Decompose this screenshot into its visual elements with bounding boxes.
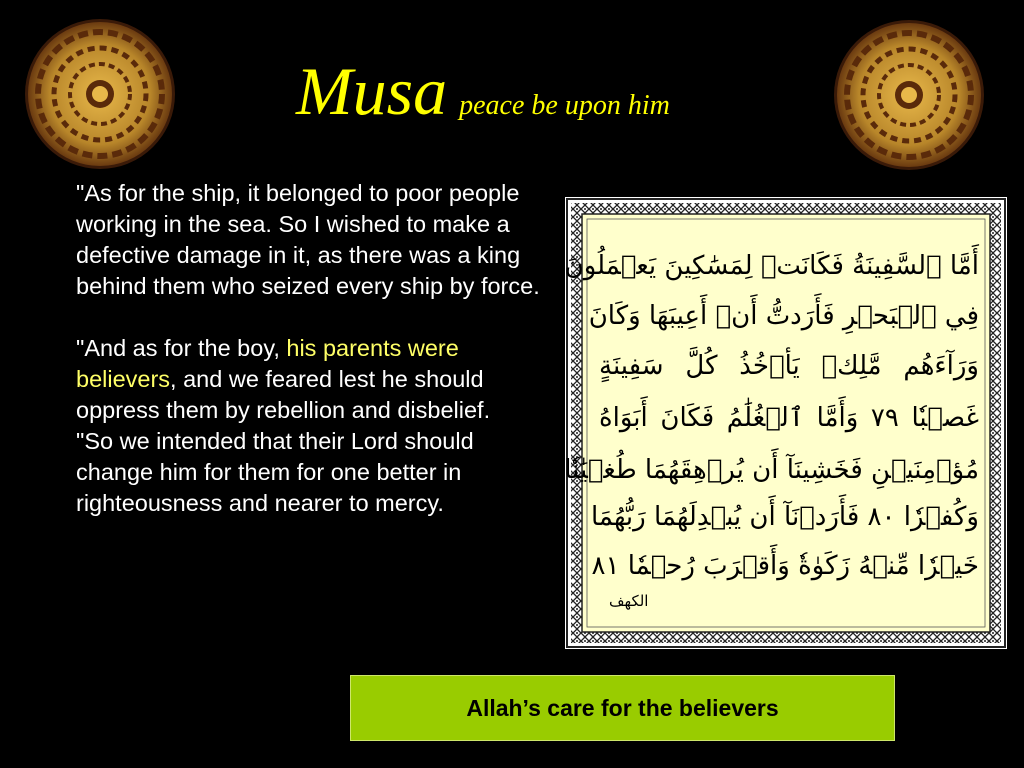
quran-line: فِي ٱلۡبَحۡرِ فَأَرَدتُّ أَنۡ أَعِيبَهَا وَكَانَ (588, 301, 979, 331)
paragraph-boy-intro: "And as for the boy, (76, 335, 287, 361)
paragraph-ship: "As for the ship, it belonged to poor people working in the sea. So I wished to make a defective damage in it, as there was a king behind them who seized every ship by force. (76, 180, 540, 299)
calligraphy-medallion-right (832, 18, 986, 172)
quran-page-image (565, 197, 1007, 649)
caption-text: Allah’s care for the believers (466, 694, 779, 721)
slide-title (296, 52, 670, 131)
title-subtitle: peace be upon him (459, 90, 670, 121)
surah-name: الكهف (609, 592, 649, 610)
paragraph-boy-rest: , and we feared lest he should oppress them by rebellion and disbelief. (76, 366, 491, 423)
highlight-parents-believers: his parents were believers (76, 335, 459, 392)
calligraphy-medallion-left (23, 17, 177, 171)
quran-line: مُؤۡمِنَيۡنِ فَخَشِينَآ أَن يُرۡهِقَهُمَا طُغۡيَٰنٗا (564, 455, 979, 485)
title-main: Musa (296, 53, 448, 129)
quran-line: وَكُفۡرٗا ٨٠ فَأَرَدۡنَآ أَن يُبۡدِلَهُمَا رَبُّهُمَا (590, 502, 979, 532)
caption-box (350, 675, 895, 741)
quran-line: أَمَّا ٱلسَّفِينَةُ فَكَانَتۡ لِمَسَٰكِينَ يَعۡمَلُونَ (564, 251, 979, 281)
quran-line: خَيۡرٗا مِّنۡهُ زَكَوٰةٗ وَأَقۡرَبَ رُحۡمٗا ٨١ (591, 551, 979, 581)
quran-line: وَرَآءَهُم مَّلِكٞ يَأۡخُذُ كُلَّ سَفِينَةٍ (599, 351, 979, 381)
medallion-ornament-icon (23, 17, 177, 171)
body-text (76, 178, 546, 519)
medallion-ornament-icon (832, 18, 986, 172)
quran-line: غَصۡبٗا ٧٩ وَأَمَّا ٱلۡغُلَٰمُ فَكَانَ أَبَوَاهُ (599, 403, 979, 433)
paragraph-boy (76, 333, 546, 426)
paragraph-lord: "So we intended that their Lord should change him for them for one better in righteousness and nearer to mercy. (76, 428, 474, 516)
